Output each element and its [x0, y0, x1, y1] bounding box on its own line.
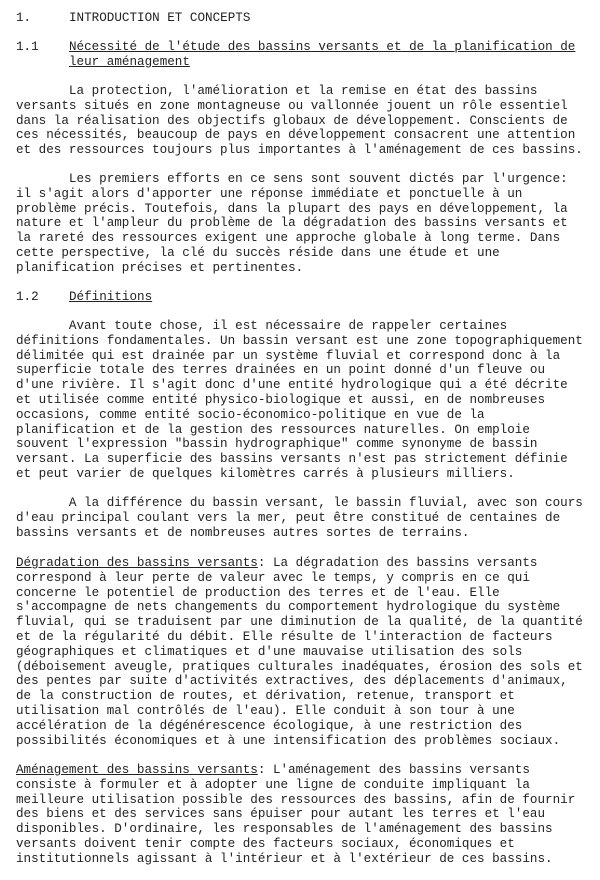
text-line: s'accompagne de nets changements du comportement hydrologique du système — [16, 600, 561, 615]
text-line: correspond à leur perte de valeur avec le temps, y compris en ce qui — [16, 570, 530, 585]
section-1-title: INTRODUCTION ET CONCEPTS — [69, 11, 251, 25]
text-line: géographiques et climatiques et d'une mauvaise utilisation des sols — [16, 644, 523, 659]
text-line: accélération de la dégénérescence écologique, à une restriction des — [16, 718, 523, 733]
text-line: Avant toute chose, il est nécessaire de rappeler certaines — [16, 319, 508, 333]
text-line: définitions fondamentales. Un bassin versant est une zone topographiquement — [16, 333, 583, 348]
text-line: planification précises et pertinentes. — [16, 260, 304, 275]
text-line: et de la régularité du débit. Elle résulte de l'interaction de facteurs — [16, 629, 553, 644]
section-1-2-number: 1.2 — [16, 290, 39, 304]
text-line: meilleure utilisation possible des ressources des bassins, afin de fournir — [16, 792, 576, 807]
section-title-line: leur aménagement — [69, 54, 190, 69]
text-line: cette perspective, la clé du succès réside dans une étude et une — [16, 245, 500, 260]
text-line: versants situés en zone montagneuse ou vallonnée jouent un rôle essentiel — [16, 98, 568, 113]
text-line: délimitée qui est drainée par un système fluvial et correspond donc à la — [16, 348, 561, 363]
text-line: d'eau principal coulant vers la mer, peut être constitué de centaines de — [16, 510, 561, 525]
definition-text: : L'aménagement des bassins versants — [257, 763, 530, 777]
text-line: planification et de la gestion des ressources naturelles. On emploie — [16, 422, 530, 437]
text-line: nature et l'ampleur du problème de la dégradation des bassins versants et — [16, 216, 568, 231]
section-1-2-title: Définitions — [69, 290, 153, 304]
text-line: (déboisement aveugle, pratiques culturales inadéquates, érosion des sols et — [16, 659, 583, 674]
paragraph-definitions — [16, 319, 583, 482]
paragraph-bassin-fluvial — [16, 496, 583, 540]
text-line: bassins versants et de nombreuses autres sortes de terrains. — [16, 525, 470, 540]
section-1-1-number: 1.1 — [16, 40, 39, 54]
text-line: Les premiers efforts en ce sens sont souvent dictés par l'urgence: — [16, 172, 568, 186]
text-line: concerne le potentiel de production des terres et de l'eau. Elle — [16, 585, 500, 600]
paragraph-protection — [16, 84, 583, 158]
text-line: et peut varier de quelques kilomètres carrés à plusieurs milliers. — [16, 466, 515, 481]
text-line: il s'agit alors d'apporter une réponse immédiate et ponctuelle à un — [16, 186, 523, 201]
text-line: disponibles. D'ordinaire, les responsables de l'aménagement des bassins — [16, 822, 553, 837]
paragraph-degradation — [16, 556, 583, 748]
text-line: versant. La superficie des bassins versants n'est pas strictement définie — [16, 452, 568, 467]
definition-term: Dégradation des bassins versants — [16, 556, 258, 570]
text-line: problème précis. Toutefois, dans la plupart des pays en développement, la — [16, 201, 568, 216]
paragraph-amenagement — [16, 763, 575, 867]
section-title-line: Nécessité de l'étude des bassins versants et de la planification de — [69, 40, 576, 54]
text-line: versants doivent tenir compte des facteurs sociaux, économiques et — [16, 836, 515, 851]
text-line: d'une rivière. Il s'agit donc d'une entité hydrologique qui a été décrite — [16, 378, 568, 393]
text-line: La protection, l'amélioration et la remise en état des bassins — [16, 84, 538, 98]
text-line: institutionnels agissant à l'intérieur et à l'extérieur de ces bassins. — [16, 851, 553, 866]
text-line: et utilisée comme entité physico-biologique et aussi, en de nombreuses — [16, 392, 546, 407]
text-line: possibilités économiques et à une intensification des problèmes sociaux. — [16, 733, 561, 748]
text-line: fluvial, qui se traduisent par une diminution de la qualité, de la quantité — [16, 615, 583, 630]
text-line: ces nécessités, beaucoup de pays en développement consacrent une attention — [16, 128, 576, 143]
section-1-number: 1. — [16, 11, 32, 25]
text-line: de la construction de routes, et dérivation, retenue, transport et — [16, 689, 515, 704]
text-line: A la différence du bassin versant, le bassin fluvial, avec son cours — [16, 496, 583, 510]
text-line: la rareté des ressources exigent une approche globale à long terme. Dans — [16, 231, 561, 246]
text-line: occasions, comme entité socio-économico-politique en vue de la — [16, 407, 485, 422]
text-line: dans la réalisation des objectifs globaux de développement. Conscients de — [16, 113, 568, 128]
definition-text: : La dégradation des bassins versants — [257, 556, 538, 570]
text-line: consiste à formuler et à adopter une ligne de conduite impliquant la — [16, 777, 530, 792]
text-line: souvent l'expression "bassin hydrographique" comme synonyme de bassin — [16, 437, 538, 452]
text-line: et des ressources toujours plus importantes à l'aménagement de ces bassins. — [16, 143, 583, 158]
text-line: des biens et des services sans épuiser pour autant les terres et l'eau — [16, 807, 546, 822]
section-1-1-title — [69, 40, 575, 70]
text-line: des pentes par suite d'activités extractives, des déplacements d'animaux, — [16, 674, 568, 689]
text-line: utilisation mal contrôlés de l'eau). Elle conduit à son tour à une — [16, 703, 515, 718]
text-line: superficie totale des terres drainées en un point donné d'un fleuve ou — [16, 363, 546, 378]
paragraph-premiers-efforts — [16, 172, 568, 276]
definition-term: Aménagement des bassins versants — [16, 763, 258, 777]
